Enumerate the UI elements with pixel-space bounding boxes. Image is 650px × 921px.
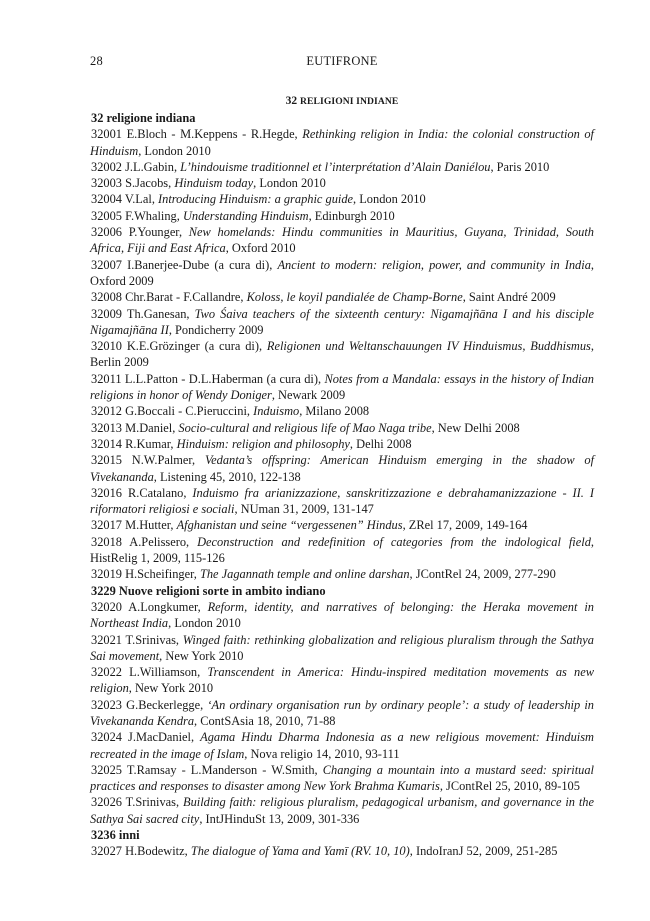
entry-id: 32015 — [91, 453, 122, 468]
entry-authors: A.Pelissero, — [121, 534, 198, 549]
entry-title: Building faith: religious pluralism, pedagogical urbanism, and governance in the Sathya Sai sacred city — [90, 795, 594, 826]
entry-title: The dialogue of Yama and Yamī (RV. 10, 10) — [190, 844, 410, 859]
bibliography-entry — [90, 452, 594, 485]
bibliography-entry — [90, 175, 594, 191]
entry-publication: , London 2010 — [353, 192, 426, 207]
entry-title: Winged faith: rethinking globalization and religious pluralism through the Sathya Sai movement — [90, 632, 594, 663]
entry-id: 32022 — [91, 665, 122, 680]
entry-publication: , Nova religio 14, 2010, 93-111 — [244, 746, 400, 761]
subsection-heading: 3229 Nuove religioni sorte in ambito indiano — [91, 583, 326, 598]
entry-id: 32027 — [91, 844, 122, 859]
entry-title: L’hindouisme traditionnel et l’interprétation d’Alain Daniélou — [180, 159, 491, 174]
bibliography-entry — [90, 843, 594, 859]
bibliography-entry — [90, 371, 594, 404]
entry-id: 32014 — [91, 436, 122, 451]
entry-id: 32019 — [91, 567, 122, 582]
entry-title: Induismo — [253, 404, 300, 419]
entry-id: 32023 — [91, 697, 122, 712]
entry-publication: , ZRel 17, 2009, 149-164 — [402, 518, 528, 533]
bibliography-entry — [90, 762, 594, 795]
bibliography-entry — [90, 534, 594, 567]
entry-authors: E.Bloch - M.Keppens - R.Hegde, — [121, 127, 303, 142]
entry-publication: , ContSAsia 18, 2010, 71-88 — [194, 713, 336, 728]
entry-publication: , New Delhi 2008 — [431, 420, 520, 435]
entry-id: 32002 — [91, 159, 122, 174]
entry-id: 32011 — [91, 371, 122, 386]
entry-publication: , Pondicherry 2009 — [168, 322, 264, 337]
bibliography-entry — [90, 566, 594, 582]
entry-publication: , HistRelig 1, 2009, 115-126 — [90, 534, 594, 566]
running-title: EUTIFRONE — [306, 54, 378, 68]
entry-id: 32017 — [91, 518, 122, 533]
entry-authors: M.Hutter, — [121, 518, 177, 533]
entry-title: Notes from a Mandala: essays in the history of Indian religions in honor of Wendy Doniger — [90, 371, 594, 403]
entry-id: 32009 — [91, 306, 122, 321]
entry-id: 32008 — [91, 290, 122, 305]
subsection-heading: 3236 inni — [91, 828, 140, 843]
entry-publication: , IntJHinduSt 13, 2009, 301-336 — [199, 811, 360, 826]
entry-authors: P.Younger, — [121, 225, 189, 240]
entry-authors: R.Kumar, — [121, 436, 177, 451]
entry-authors: F.Whaling, — [121, 208, 183, 223]
entry-publication: , Milano 2008 — [299, 404, 370, 419]
entry-id: 32021 — [91, 632, 122, 647]
bibliography-entry — [90, 403, 594, 419]
entry-id: 32006 — [91, 225, 122, 240]
bibliography-entry — [90, 436, 594, 452]
entry-id: 32004 — [91, 192, 122, 207]
bibliography-list — [90, 110, 594, 860]
entry-authors: V.Lal, — [121, 192, 159, 207]
entry-publication: , JContRel 25, 2010, 89-105 — [439, 779, 580, 794]
entry-publication: , JContRel 24, 2009, 277-290 — [409, 567, 556, 582]
bibliography-entry — [90, 794, 594, 827]
bibliography-entry — [90, 517, 594, 533]
entry-id: 32003 — [91, 176, 122, 191]
entry-title: Koloss, le koyil pandialée de Champ-Borne — [246, 290, 463, 305]
bibliography-entry — [90, 697, 594, 730]
bibliography-entry — [90, 420, 594, 436]
entry-id: 32005 — [91, 208, 122, 223]
section-heading — [90, 95, 594, 107]
entry-authors: L.Williamson, — [121, 665, 208, 680]
entry-id: 32018 — [91, 534, 122, 549]
entry-publication: , NUman 31, 2009, 131-147 — [234, 502, 374, 517]
bibliography-entry — [90, 338, 594, 371]
entry-title: Reform, identity, and narratives of belonging: the Heraka movement in Northeast India — [90, 599, 594, 631]
entry-publication: , Paris 2010 — [490, 159, 550, 174]
entry-id: 32012 — [91, 404, 122, 419]
entry-title: Transcendent in America: Hindu-inspired meditation movements as new religion — [90, 665, 594, 696]
entry-title: Religionen und Weltanschauungen IV Hinduismus, Buddhismus — [266, 339, 591, 354]
entry-authors: R.Catalano, — [121, 485, 193, 500]
entry-title: Understanding Hinduism — [182, 208, 309, 223]
bibliography-entry — [90, 257, 594, 290]
entry-authors: T.Srinivas, — [121, 795, 183, 810]
entry-authors: G.Boccali - C.Pieruccini, — [121, 404, 254, 419]
bibliography-entry — [90, 224, 594, 257]
entry-id: 32024 — [91, 730, 122, 745]
entry-title: Afghanistan und seine “vergessenen” Hindus — [176, 518, 403, 533]
entry-authors: J.MacDaniel, — [121, 730, 201, 745]
bibliography-entry — [90, 664, 594, 697]
entry-publication: , Oxford 2010 — [225, 241, 296, 256]
entry-authors: G.Beckerlegge, — [121, 697, 208, 712]
entry-id: 32016 — [91, 485, 122, 500]
bibliography-entry — [90, 306, 594, 339]
entry-title: Rethinking religion in India: the colonial construction of Hinduism — [90, 127, 594, 158]
running-header — [90, 54, 594, 70]
entry-publication: , Saint André 2009 — [462, 290, 556, 305]
entry-authors: S.Jacobs, — [121, 176, 175, 191]
entry-authors: T.Ramsay - L.Manderson - W.Smith, — [121, 762, 323, 777]
entry-publication: , New York 2010 — [159, 648, 244, 663]
entry-id: 32026 — [91, 795, 122, 810]
entry-publication: , Delhi 2008 — [349, 436, 412, 451]
entry-authors: J.L.Gabin, — [121, 159, 181, 174]
entry-authors: Th.Ganesan, — [121, 306, 195, 321]
entry-title: Socio-cultural and religious life of Mao Naga tribe — [178, 420, 432, 435]
entry-id: 32001 — [91, 127, 122, 142]
entry-publication: , Newark 2009 — [271, 388, 346, 403]
entry-title: New homelands: Hindu communities in Mauritius, Guyana, Trinidad, South Africa, Fiji and East Africa — [90, 225, 594, 256]
entry-id: 32007 — [91, 257, 122, 272]
entry-authors: N.W.Palmer, — [121, 453, 205, 468]
entry-authors: T.Srinivas, — [121, 632, 183, 647]
bibliography-entry — [90, 729, 594, 762]
entry-title: Hinduism today — [174, 176, 254, 191]
entry-title: Two Śaiva teachers of the sixteenth century: Nigamajñāna I and his disciple Nigamajñāna II — [90, 306, 595, 337]
entry-id: 32013 — [91, 420, 122, 435]
entry-authors: Chr.Barat - F.Callandre, — [121, 290, 247, 305]
entry-title: Induismo fra arianizzazione, sanskritizzazione e debrahamanizzazione - II. I riformatori religiosi e sociali — [90, 485, 594, 517]
bibliography-entry — [90, 191, 594, 207]
entry-publication: , London 2010 — [168, 616, 241, 631]
entry-authors: H.Bodewitz, — [121, 844, 191, 859]
entry-publication: , Oxford 2009 — [90, 257, 595, 288]
entry-title: Hinduism: religion and philosophy — [176, 436, 350, 451]
entry-title: Introducing Hinduism: a graphic guide — [158, 192, 354, 207]
entry-authors: A.Longkumer, — [121, 599, 208, 614]
entry-id: 32010 — [91, 339, 122, 354]
bibliography-entry — [90, 208, 594, 224]
entry-authors: H.Scheifinger, — [121, 567, 200, 582]
entry-publication: , London 2010 — [253, 176, 326, 191]
entry-authors: K.E.Grözinger (a cura di), — [121, 339, 267, 354]
section-number: 32 — [285, 95, 298, 107]
subsection-heading: 32 religione indiana — [91, 111, 196, 125]
entry-title: Deconstruction and redefinition of categories from the indological field — [197, 534, 591, 549]
entry-title: Agama Hindu Dharma Indonesia as a new religious movement: Hinduism recreated in the image of Islam — [90, 730, 594, 761]
entry-publication: , Listening 45, 2010, 122-138 — [153, 469, 301, 484]
entry-title: Vedanta’s offspring: American Hinduism emerging in the shadow of Vivekananda — [90, 453, 595, 484]
bibliography-entry — [90, 289, 594, 305]
entry-publication: , London 2010 — [138, 143, 211, 158]
bibliography-entry — [90, 599, 594, 632]
bibliography-entry — [90, 126, 594, 159]
entry-authors: L.L.Patton - D.L.Haberman (a cura di), — [121, 371, 325, 386]
bibliography-entry — [90, 485, 594, 518]
entry-title: Changing a mountain into a mustard seed: spiritual practices and responses to disaster among New York Brahma Kumaris — [90, 762, 594, 794]
entry-publication: , New York 2010 — [128, 681, 214, 696]
entry-title: ‘An ordinary organisation run by ordinary people’: a study of leadership in Vivekananda Kendra — [90, 697, 594, 728]
entry-id: 32020 — [91, 599, 122, 614]
page-number: 28 — [90, 54, 103, 68]
entry-publication: , Edinburgh 2010 — [308, 208, 395, 223]
entry-publication: , IndoIranJ 52, 2009, 251-285 — [409, 844, 558, 859]
bibliography-entry — [90, 159, 594, 175]
entry-id: 32025 — [91, 762, 122, 777]
entry-title: The Jagannath temple and online darshan — [199, 567, 410, 582]
bibliography-entry — [90, 632, 594, 665]
entry-publication: , Berlin 2009 — [90, 339, 594, 370]
section-title: RELIGIONI INDIANE — [299, 96, 399, 107]
entry-authors: M.Daniel, — [121, 420, 179, 435]
entry-title: Ancient to modern: religion, power, and community in India — [277, 257, 591, 272]
entry-authors: I.Banerjee-Dube (a cura di), — [121, 257, 278, 272]
